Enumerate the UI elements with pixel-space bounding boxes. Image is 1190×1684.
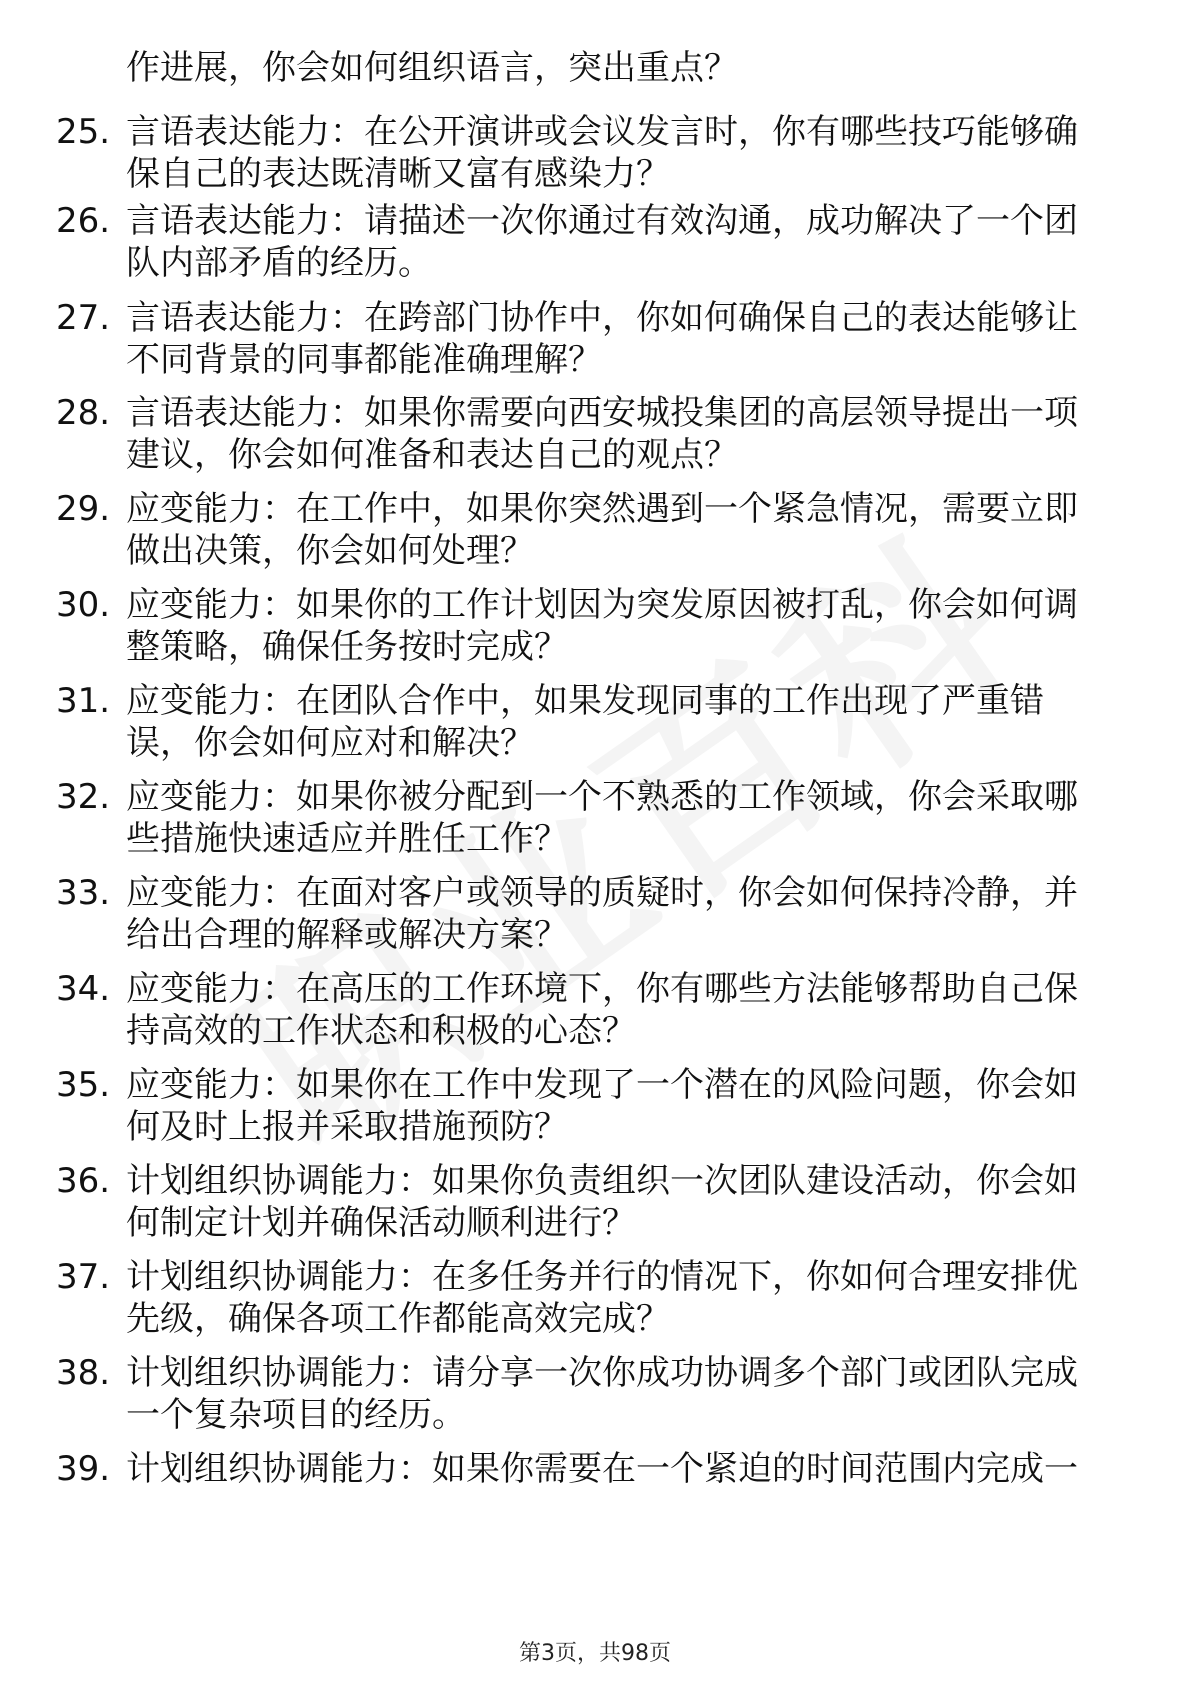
item-line: 何及时上报并采取措施预防？ xyxy=(126,1107,568,1147)
item-number: 26. xyxy=(56,201,111,241)
item-text xyxy=(126,111,1126,195)
item-text xyxy=(126,776,1126,860)
item-line: 应变能力：在团队合作中，如果发现同事的工作出现了严重错 xyxy=(126,681,1044,721)
item-line: 一个复杂项目的经历。 xyxy=(126,1395,466,1435)
item-number: 32. xyxy=(56,777,111,817)
item-number: 28. xyxy=(56,393,111,433)
item-line: 做出决策，你会如何处理？ xyxy=(126,531,534,571)
item-line: 应变能力：在面对客户或领导的质疑时，你会如何保持冷静，并 xyxy=(126,873,1078,913)
item-text xyxy=(126,584,1126,668)
item-number: 34. xyxy=(56,969,111,1009)
item-text xyxy=(126,968,1126,1052)
item-number: 31. xyxy=(56,681,111,721)
item-line: 应变能力：在工作中，如果你突然遇到一个紧急情况，需要立即 xyxy=(126,489,1078,529)
item-text xyxy=(126,1160,1126,1244)
item-line: 言语表达能力：如果你需要向西安城投集团的高层领导提出一项 xyxy=(126,393,1078,433)
item-line: 何制定计划并确保活动顺利进行？ xyxy=(126,1203,636,1243)
item-line: 给出合理的解释或解决方案？ xyxy=(126,915,568,955)
item-line: 言语表达能力：请描述一次你通过有效沟通，成功解决了一个团 xyxy=(126,201,1078,241)
item-line: 持高效的工作状态和积极的心态？ xyxy=(126,1011,636,1051)
item-text xyxy=(126,1448,1126,1490)
item-number: 36. xyxy=(56,1161,111,1201)
item-line: 言语表达能力：在跨部门协作中，你如何确保自己的表达能够让 xyxy=(126,298,1078,338)
item-line: 先级，确保各项工作都能高效完成？ xyxy=(126,1299,670,1339)
item-line: 应变能力：如果你被分配到一个不熟悉的工作领域，你会采取哪 xyxy=(126,777,1078,817)
item-line: 误，你会如何应对和解决？ xyxy=(126,723,534,763)
item-number: 29. xyxy=(56,489,111,529)
item-line: 计划组织协调能力：如果你需要在一个紧迫的时间范围内完成一 xyxy=(126,1449,1078,1489)
item-number: 33. xyxy=(56,873,111,913)
item-text xyxy=(126,680,1126,764)
page-footer: 第3页，共98页 xyxy=(519,1641,671,1666)
item-text xyxy=(126,1064,1126,1148)
item-text xyxy=(126,200,1126,284)
item-line: 计划组织协调能力：在多任务并行的情况下，你如何合理安排优 xyxy=(126,1257,1078,1297)
item-number: 38. xyxy=(56,1353,111,1393)
item-text xyxy=(126,392,1126,476)
item-number: 30. xyxy=(56,585,111,625)
item-number: 37. xyxy=(56,1257,111,1297)
item-text xyxy=(126,1256,1126,1340)
item-line: 整策略，确保任务按时完成？ xyxy=(126,627,568,667)
item-line: 应变能力：如果你在工作中发现了一个潜在的风险问题，你会如 xyxy=(126,1065,1078,1105)
item-line: 队内部矛盾的经历。 xyxy=(126,243,432,283)
item-text xyxy=(126,488,1126,572)
item-line: 些措施快速适应并胜任工作？ xyxy=(126,819,568,859)
item-number: 25. xyxy=(56,112,111,152)
item-number: 39. xyxy=(56,1449,111,1489)
item-number: 27. xyxy=(56,298,111,338)
item-line: 言语表达能力：在公开演讲或会议发言时，你有哪些技巧能够确 xyxy=(126,112,1078,152)
item-line: 应变能力：如果你的工作计划因为突发原因被打乱，你会如何调 xyxy=(126,585,1078,625)
item-line: 计划组织协调能力：请分享一次你成功协调多个部门或团队完成 xyxy=(126,1353,1078,1393)
item-line: 建议，你会如何准备和表达自己的观点？ xyxy=(126,435,738,475)
item-text xyxy=(126,872,1126,956)
item-line: 不同背景的同事都能准确理解？ xyxy=(126,340,602,380)
item-number: 35. xyxy=(56,1065,111,1105)
item-line: 应变能力：在高压的工作环境下，你有哪些方法能够帮助自己保 xyxy=(126,969,1078,1009)
continuation-line: 作进展，你会如何组织语言，突出重点？ xyxy=(126,48,738,88)
item-line: 保自己的表达既清晰又富有感染力？ xyxy=(126,154,670,194)
item-text xyxy=(126,297,1126,381)
item-text xyxy=(126,1352,1126,1436)
item-line: 计划组织协调能力：如果你负责组织一次团队建设活动，你会如 xyxy=(126,1161,1078,1201)
